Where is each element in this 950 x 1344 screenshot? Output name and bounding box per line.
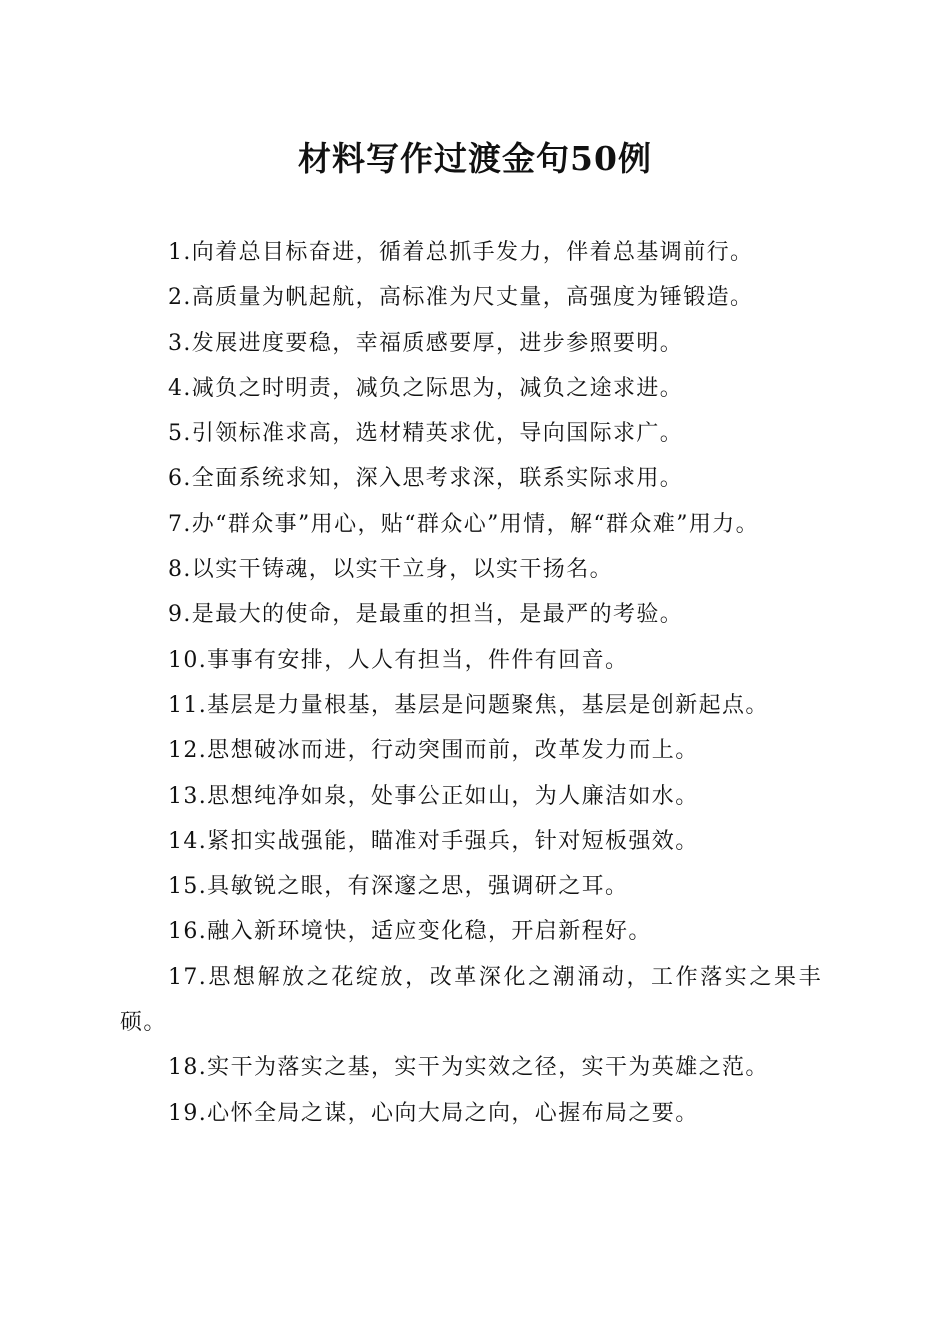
list-item: 9.是最大的使命，是最重的担当，是最严的考验。 [168, 602, 684, 628]
list-item: 16.融入新环境快，适应变化稳，开启新程好。 [168, 919, 652, 945]
list-item: 5.引领标准求高，选材精英求优，导向国际求广。 [168, 421, 684, 447]
list-item: 15.具敏锐之眼，有深邃之思，强调研之耳。 [168, 874, 629, 900]
list-item: 14.紧扣实战强能，瞄准对手强兵，针对短板强效。 [168, 828, 699, 854]
list-item: 19.心怀全局之谋，心向大局之向，心握布局之要。 [168, 1100, 699, 1126]
list-item: 7.办“群众事”用心，贴“群众心”用情，解“群众难”用力。 [168, 511, 760, 537]
list-item: 18.实干为落实之基，实干为实效之径，实干为英雄之范。 [168, 1055, 769, 1081]
list-item: 17.思想解放之花绽放，改革深化之潮涌动，工作落实之果丰硕。 [120, 964, 822, 1036]
list-item: 13.思想纯净如泉，处事公正如山，为人廉洁如水。 [168, 783, 699, 809]
sentence-list [120, 230, 822, 1136]
document-title: 材料写作过渡金句50例 [298, 139, 652, 178]
list-item: 11.基层是力量根基，基层是问题聚焦，基层是创新起点。 [168, 692, 769, 718]
list-item: 12.思想破冰而进，行动突围而前，改革发力而上。 [168, 738, 699, 764]
list-item: 8.以实干铸魂，以实干立身，以实干扬名。 [168, 557, 613, 583]
list-item: 10.事事有安排，人人有担当，件件有回音。 [168, 647, 629, 673]
list-item: 1.向着总目标奋进，循着总抓手发力，伴着总基调前行。 [168, 240, 754, 265]
list-item: 2.高质量为帆起航，高标准为尺丈量，高强度为锤锻造。 [168, 285, 754, 311]
list-item: 4.减负之时明责，减负之际思为，减负之途求进。 [168, 375, 684, 401]
list-item: 6.全面系统求知，深入思考求深，联系实际求用。 [168, 466, 684, 492]
list-item: 3.发展进度要稳，幸福质感要厚，进步参照要明。 [168, 330, 684, 356]
